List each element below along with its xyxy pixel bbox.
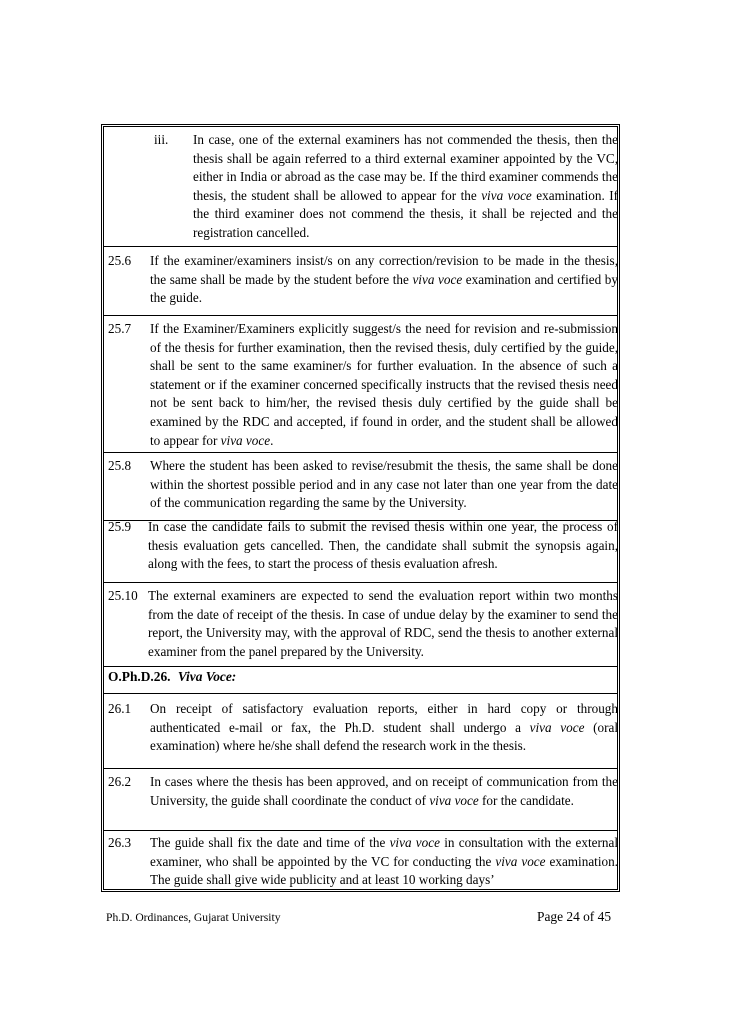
clause-number: iii. xyxy=(154,132,169,147)
heading-title: Viva Voce: xyxy=(177,669,237,684)
clause-text: The guide shall fix the date and time of the viva voce in consultation with the external examiner, who shall be appointed by the VC for conducting the viva voce examination. The guide shall give wide publicity and at least 10 working days’ xyxy=(150,835,618,888)
clause-text: In cases where the thesis has been approved, and on receipt of communication from the University, the guide shall coordinate the conduct of viva voce for the candidate. xyxy=(150,774,618,808)
clause-number: 25.6 xyxy=(108,253,132,268)
divider xyxy=(104,666,617,667)
clause-number: 25.7 xyxy=(108,321,132,336)
clause-text: On receipt of satisfactory evaluation reports, either in hard copy or through authenticated e-mail or fax, the Ph.D. student shall undergo a viva voce (oral examination) where he/she shall defend the research work in the thesis. xyxy=(150,701,618,754)
divider xyxy=(104,246,617,247)
section-heading-26 xyxy=(108,669,236,685)
divider xyxy=(104,693,617,694)
clause-text: The external examiners are expected to send the evaluation report within two months from the date of receipt of the thesis. In case of undue delay by the examiner to send the report, the University may, with the approval of RDC, send the thesis to another external examiner from the panel prepared by the University. xyxy=(148,588,618,659)
heading-prefix: O.Ph.D.26. xyxy=(108,669,171,684)
clause-number: 25.8 xyxy=(108,458,132,473)
clause-iii xyxy=(104,131,617,243)
clause-number: 26.2 xyxy=(108,774,132,789)
clause-number: 26.3 xyxy=(108,835,132,850)
divider xyxy=(104,582,617,583)
clause-number: 25.9 xyxy=(108,519,132,534)
clause-number: 26.1 xyxy=(108,701,132,716)
divider xyxy=(104,768,617,769)
divider xyxy=(104,315,617,316)
clause-text: Where the student has been asked to revise/resubmit the thesis, the same shall be done within the shortest possible period and in any case not later than one year from the date of the communication regarding the same by the University. xyxy=(150,458,618,511)
clause-text: If the Examiner/Examiners explicitly suggest/s the need for revision and re-submission of the thesis for further examination, then the revised thesis, duly certified by the guide, shall be sent to the same examiner/s for further evaluation. In the absence of such a statement or if the examiner concerned specifically instructs that the revised thesis need not be sent back to him/her, the revised thesis duly certified by the guide shall be examined by the RDC and accepted, if found in order, and the student shall be allowed to appear for viva voce. xyxy=(150,321,618,448)
page-frame xyxy=(101,124,620,892)
footer-document-title: Ph.D. Ordinances, Gujarat University xyxy=(106,911,281,924)
clause-text: In case the candidate fails to submit the revised thesis within one year, the process of thesis evaluation gets cancelled. Then, the candidate shall submit the synopsis again, along with the fees, to start the process of thesis evaluation afresh. xyxy=(148,519,618,572)
clause-text: In case, one of the external examiners has not commended the thesis, then the thesis shall be again referred to a third external examiner appointed by the VC, either in India or abroad as the case may be. If the third examiner commends the thesis, the student shall be allowed to appear for the viva voce examination. If the third examiner does not commend the thesis, it shall be rejected and the registration cancelled. xyxy=(193,132,618,240)
clause-number: 25.10 xyxy=(108,588,138,603)
divider xyxy=(104,452,617,453)
footer-page-number: Page 24 of 45 xyxy=(537,909,612,924)
divider xyxy=(104,830,617,831)
clause-text: If the examiner/examiners insist/s on any correction/revision to be made in the thesis, the same shall be made by the student before the viva voce examination and certified by the guide. xyxy=(150,253,618,306)
